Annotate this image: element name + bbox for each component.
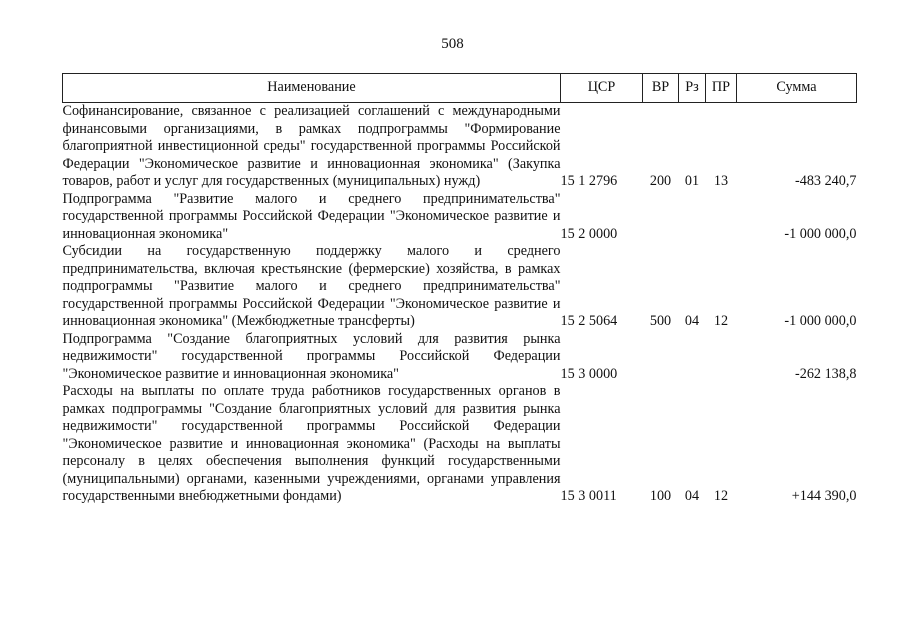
table-row [63,243,857,331]
header-pr: ПР [706,74,737,103]
row-name: Софинансирование, связанное с реализацией соглашений с международными финансовыми организациями, в рамках подпрограммы "Формирование благоприятной инвестиционной среды" государственной программы Российской Федерации "Экономическое развитие и инновационная экономика" (Закупка товаров, работ и услуг для государственных (муниципальных) нужд) [62,103,561,189]
row-vr: 200 [649,173,672,189]
row-name: Расходы на выплаты по оплате труда работников государственных органов в рамках подпрограммы "Создание благоприятных условий для развития рынка недвижимости" государственной программы Российской Федерации "Экономическое развитие и инновационная экономика" (Расходы на выплаты персоналу в целях обеспечения выполнения функций государственными (муниципальными) органами, казенными учреждениями, органами управления государственными внебюджетными фондами) [62,383,561,504]
row-vr [643,331,679,384]
page-number: 508 [441,36,464,52]
row-sum: -1 000 000,0 [784,225,857,242]
header-rz: Рз [679,74,706,103]
row-csr: 15 1 2796 [560,173,618,189]
row-rz: 04 [684,313,700,329]
row-pr: 12 [713,313,729,329]
header-sum: Сумма [737,74,857,103]
table-row [63,383,857,506]
row-csr: 15 2 0000 [560,225,618,242]
table-row [63,103,857,191]
row-csr: 15 3 0011 [560,488,617,504]
row-pr [706,191,737,244]
table-row [63,331,857,384]
row-vr: 500 [649,313,672,329]
row-name: Подпрограмма "Развитие малого и среднего предпринимательства" государственной программы Российской Федерации "Экономическое развитие и инновационная экономика" [62,190,561,242]
row-pr [706,331,737,384]
row-name: Субсидии на государственную поддержку малого и среднего предпринимательства, включая крестьянские (фермерские) хозяйства, в рамках подпрограммы "Развитие малого и среднего предпринимательства" государственной программы Российской Федерации "Экономическое развитие и инновационная экономика" (Межбюджетные трансферты) [62,243,561,329]
row-sum: -1 000 000,0 [784,313,857,329]
row-pr: 13 [713,173,729,189]
row-csr: 15 3 0000 [560,365,618,382]
row-sum: +144 390,0 [791,488,857,504]
budget-table [62,73,857,506]
header-vr: ВР [643,74,679,103]
row-sum: -483 240,7 [795,173,857,189]
row-sum: -262 138,8 [795,365,857,382]
header-csr: ЦСР [561,74,643,103]
row-name: Подпрограмма "Создание благоприятных условий для развития рынка недвижимости" государственной программы Российской Федерации "Экономическое развитие и инновационная экономика" [62,330,561,382]
row-pr: 12 [713,488,729,504]
table-header-row [63,74,857,103]
row-vr: 100 [649,488,672,504]
row-csr: 15 2 5064 [560,313,618,329]
row-rz: 04 [684,488,700,504]
row-vr [643,191,679,244]
header-name: Наименование [63,74,561,103]
table-row [63,191,857,244]
row-rz: 01 [684,173,700,189]
row-rz [679,331,706,384]
row-rz [679,191,706,244]
